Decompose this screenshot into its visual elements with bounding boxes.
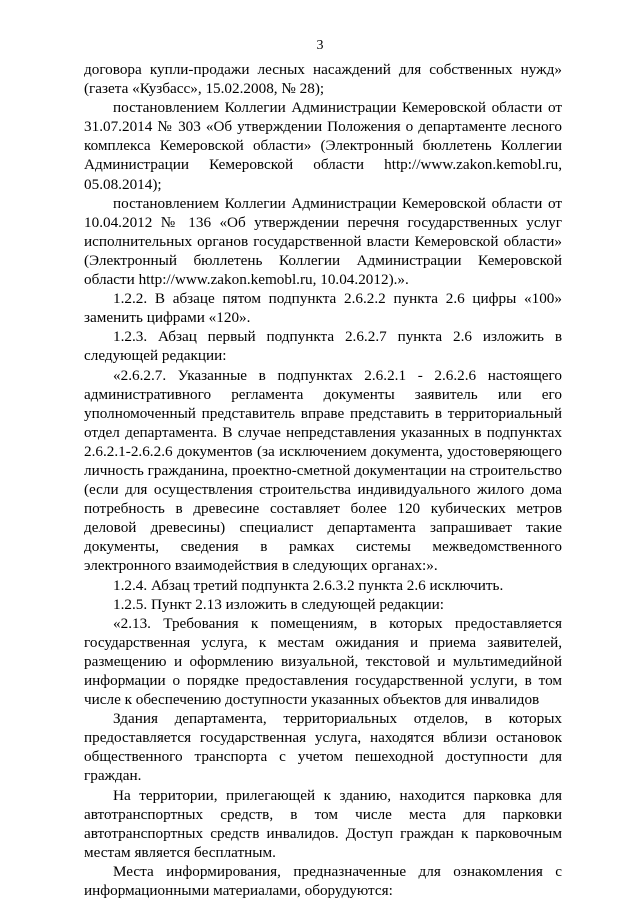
paragraph-12: Места информирования, предназначенные для ознакомления с информационными материалами, оборудуются: bbox=[84, 862, 562, 900]
document-body bbox=[84, 60, 562, 900]
paragraph-7: 1.2.4. Абзац третий подпункта 2.6.3.2 пункта 2.6 исключить. bbox=[113, 576, 504, 594]
page-number: 3 bbox=[316, 38, 324, 53]
paragraph-10: Здания департамента, территориальных отделов, в которых предоставляется государственная услуга, находятся вблизи остановок общественного транспорта с учетом пешеходной доступности для граждан. bbox=[84, 710, 562, 785]
paragraph-3: постановлением Коллегии Администрации Кемеровской области от 10.04.2012 № 136 «Об утверждении перечня государственных услуг исполнительных органов государственной власти Кемеровской области» (Электронный бюллетень Коллегии Администрации Кемеровской области http://www.zakon.kemobl.ru, 10.04.2012).». bbox=[84, 194, 562, 289]
paragraph-8: 1.2.5. Пункт 2.13 изложить в следующей редакции: bbox=[113, 595, 444, 613]
paragraph-11: На территории, прилегающей к зданию, находится парковка для автотранспортных средств, в том числе места для парковки автотранспортных средств инвалидов. Доступ граждан к парковочным местам является бесплатным. bbox=[84, 786, 562, 861]
paragraph-6: «2.6.2.7. Указанные в подпунктах 2.6.2.1 - 2.6.2.6 настоящего административного регламента документы заявитель или его уполномоченный представитель вправе представить в территориальный отдел департамента. В случае непредставления указанных в подпунктах 2.6.2.1-2.6.2.6 документов (за исключением документа, удостоверяющего личность гражданина, проектно-сметной документации на строительство (если для осуществления строительства индивидуального жилого дома потребность в древесине составляет более 120 кубических метров деловой древесины) специалист департамента запрашивает такие документы, сведения в рамках системы межведомственного электронного взаимодействия в следующих органах:». bbox=[84, 366, 562, 575]
paragraph-9: «2.13. Требования к помещениям, в которых предоставляется государственная услуга, к местам ожидания и приема заявителей, размещению и оформлению визуальной, текстовой и мультимедийной информации о порядке предоставления государственной услуги, в том числе к обеспечению доступности указанных объектов для инвалидов bbox=[84, 614, 562, 709]
paragraph-4: 1.2.2. В абзаце пятом подпункта 2.6.2.2 пункта 2.6 цифры «100» заменить цифрами «120». bbox=[84, 290, 562, 327]
paragraph-5: 1.2.3. Абзац первый подпункта 2.6.2.7 пункта 2.6 изложить в следующей редакции: bbox=[84, 328, 562, 365]
paragraph-1: договора купли-продажи лесных насаждений для собственных нужд» (газета «Кузбасс», 15.02.2008, № 28); bbox=[84, 61, 562, 98]
paragraph-2: постановлением Коллегии Администрации Кемеровской области от 31.07.2014 № 303 «Об утверждении Положения о департаменте лесного комплекса Кемеровской области» (Электронный бюллетень Коллегии Администрации Кемеровской области http://www.zakon.kemobl.ru, 05.08.2014); bbox=[84, 99, 562, 193]
